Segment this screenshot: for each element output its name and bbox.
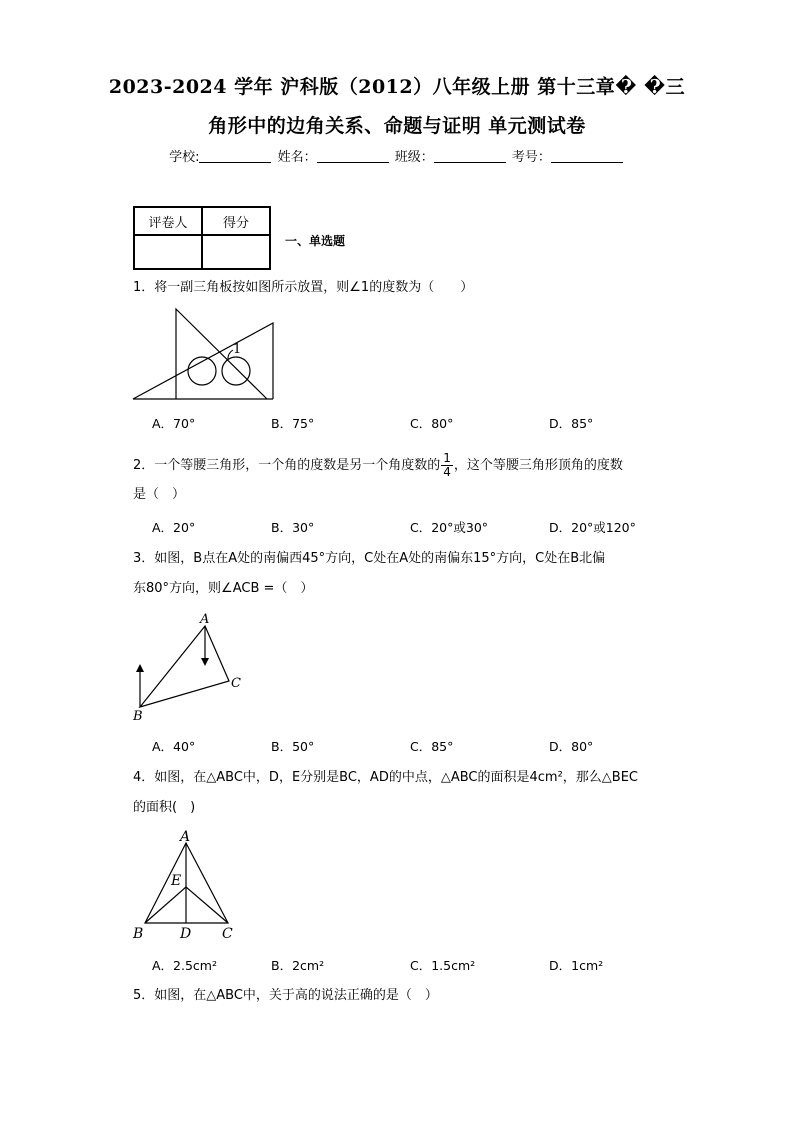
- question-1-figure: [130, 305, 280, 405]
- score-table-grader-header: 评卷人: [134, 207, 202, 235]
- name-label: 姓名：: [277, 150, 317, 165]
- question-1-option-c: C．80°: [410, 416, 454, 431]
- question-1-text: 1．将一副三角板按如图所示放置，则∠1的度数为（ ）: [133, 280, 474, 295]
- question-4-point-e: E: [171, 873, 182, 889]
- section-title: 一、单选题: [285, 234, 346, 248]
- question-3-point-c: C: [231, 676, 241, 691]
- score-table-score-header: 得分: [202, 207, 270, 235]
- question-5-text: 5．如图，在△ABC中，关于高的说法正确的是（ ）: [133, 988, 438, 1003]
- question-1-option-b: B．75°: [271, 416, 315, 431]
- question-3-option-a: A．40°: [152, 739, 196, 754]
- question-3-figure: [130, 608, 260, 726]
- question-4-option-c: C．1.5cm²: [410, 958, 476, 973]
- question-2-line-2: 是（ ）: [133, 487, 186, 502]
- page-title-line-1: 2023-2024 学年 沪科版（2012）八年级上册 第十三章� �三: [108, 76, 686, 98]
- score-table: [133, 206, 271, 270]
- class-blank: [434, 150, 506, 163]
- question-3-option-b: B．50°: [271, 739, 315, 754]
- question-4-option-a: A．2.5cm²: [152, 958, 217, 973]
- question-4-line-1: 4．如图，在△ABC中，D，E分别是BC，AD的中点，△ABC的面积是4cm²，那么△BEC: [133, 770, 638, 785]
- question-1-angle-label: 1: [233, 342, 242, 357]
- question-4-point-b: B: [133, 926, 144, 942]
- question-2-fraction: [441, 452, 453, 479]
- question-4-option-b: B．2cm²: [271, 958, 325, 973]
- class-label: 班级：: [394, 150, 434, 165]
- question-2-text-before: 2．一个等腰三角形，一个角的度数是另一个角度数的: [133, 458, 441, 473]
- question-3-point-a: A: [200, 612, 210, 627]
- school-label: 学校:: [169, 150, 200, 165]
- question-4-line-2: 的面积( ): [133, 800, 196, 815]
- question-3-line-1: 3．如图，B点在A处的南偏西45°方向，C处在A处的南偏东15°方向，C处在B北偏: [133, 551, 606, 566]
- question-4-point-d: D: [180, 926, 192, 942]
- question-1-option-a: A．70°: [152, 416, 196, 431]
- school-blank: [199, 150, 271, 163]
- exam-no-label: 考号：: [511, 150, 551, 165]
- name-blank: [317, 150, 389, 163]
- exam-no-blank: [551, 150, 623, 163]
- score-table-score-cell: [202, 235, 270, 269]
- question-2-option-b: B．30°: [271, 520, 315, 535]
- score-table-grader-cell: [134, 235, 202, 269]
- question-2-option-c: C．20°或30°: [410, 520, 489, 535]
- question-2-fraction-denominator: 4: [443, 465, 451, 479]
- question-1-option-d: D．85°: [549, 416, 594, 431]
- question-4-figure: [130, 826, 245, 944]
- question-3-option-c: C．85°: [410, 739, 454, 754]
- question-2-text-after: ，这个等腰三角形顶角的度数: [453, 458, 623, 473]
- question-4-point-c: C: [222, 926, 233, 942]
- question-3-point-b: B: [133, 709, 143, 724]
- question-4-point-a: A: [180, 829, 191, 845]
- student-info-line: [0, 146, 794, 165]
- question-4-option-d: D．1cm²: [549, 958, 604, 973]
- question-2-option-a: A．20°: [152, 520, 196, 535]
- question-2-option-d: D．20°或120°: [549, 520, 636, 535]
- page-title-line-2: 角形中的边角关系、命题与证明 单元测试卷: [208, 115, 586, 137]
- question-3-line-2: 东80°方向，则∠ACB =（ ）: [133, 581, 314, 596]
- question-2-fraction-numerator: 1: [443, 451, 451, 465]
- question-2-line-1: [133, 452, 623, 479]
- question-3-option-d: D．80°: [549, 739, 594, 754]
